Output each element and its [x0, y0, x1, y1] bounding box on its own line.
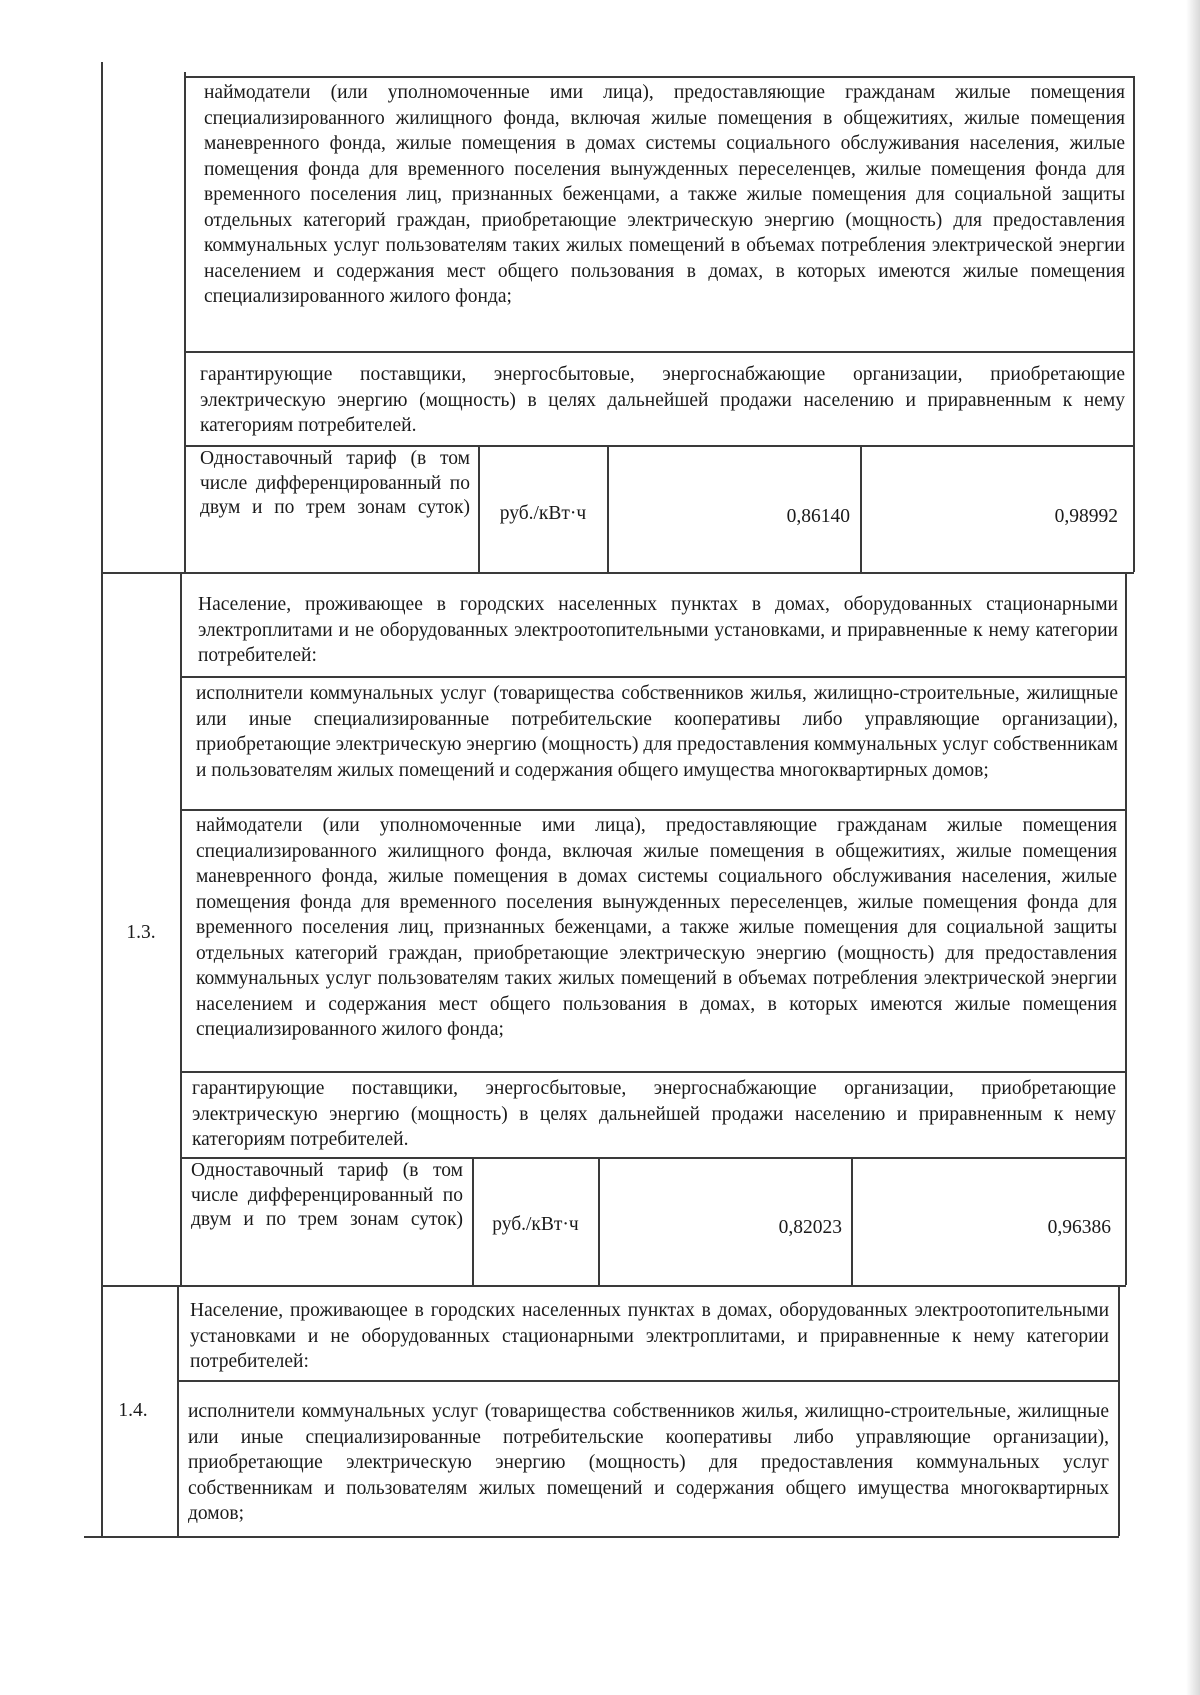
column-divider [177, 1285, 179, 1536]
s13-executors-cell: исполнители коммунальных услуг (товарищества собственников жилья, жилищно-строительные, жилищные или иные специализированные потребительские кооперативы либо управляющие организации), приобретающие электрическую энергию (мощность) для предоставления коммунальных услуг собственникам и пользователям жилых помещений и содержания общего имущества многоквартирных домов; [196, 683, 1118, 781]
s14-heading: Население, проживающее в городских населенных пунктах в домах, оборудованных электроотопительными установками и не оборудованных стационарными электроплитами, и приравненные к нему категории потребителей: [190, 1300, 1109, 1372]
s12-value-1: 0,86140 [786, 506, 850, 527]
row-divider [101, 572, 1134, 574]
column-divider [180, 572, 182, 1285]
row-divider [180, 1071, 1126, 1073]
s12-landlords-cell: наймодатели (или уполномоченные ими лица), предоставляющие гражданам жилые помещения специализированного жилищного фонда, включая жилые помещения в общежитиях, жилые помещения маневренного фонда, жилые помещения в домах системы социального обслуживания населения, жилые помещения фонда для временного поселения вынужденных переселенцев, жилые помещения фонда для временного поселения лиц, признанных беженцами, а также жилые помещения для социальной защиты отдельных категорий граждан, приобретающие электрическую энергию (мощность) для предоставления коммунальных услуг пользователям таких жилых помещений в объемах потребления электрической энергии населением и содержания мест общего пользования в домах, в которых имеются жилые помещения специализированного жилого фонда; [204, 82, 1125, 307]
row-divider [184, 351, 1134, 353]
row-divider [177, 1380, 1119, 1382]
column-divider [184, 72, 186, 572]
s13-landlords-cell: наймодатели (или уполномоченные ими лица), предоставляющие гражданам жилые помещения специализированного жилищного фонда, включая жилые помещения в общежитиях, жилые помещения маневренного фонда, жилые помещения в домах системы социального обслуживания населения, жилые помещения фонда для временного поселения вынужденных переселенцев, жилые помещения фонда для временного поселения лиц, признанных беженцами, а также жилые помещения для социальной защиты отдельных категорий граждан, приобретающие электрическую энергию (мощность) для предоставления коммунальных услуг пользователям таких жилых помещений в объемах потребления электрической энергии населением и содержания мест общего пользования в домах, в которых имеются жилые помещения специализированного жилого фонда; [196, 815, 1117, 1040]
s13-unit: руб./кВт·ч [492, 1214, 579, 1235]
s13-value-1: 0,82023 [778, 1217, 842, 1238]
s12-suppliers-cell: гарантирующие поставщики, энергосбытовые, энергоснабжающие организации, приобретающие электрическую энергию (мощность) в целях дальнейшей продажи населению и приравненным к нему категориям потребителей. [200, 364, 1125, 436]
s13-number: 1.3. [126, 922, 156, 943]
column-divider [607, 445, 609, 572]
s12-value-2: 0,98992 [1054, 506, 1118, 527]
s13-value-2: 0,96386 [1047, 1217, 1111, 1238]
s12-unit: руб./кВт·ч [499, 503, 587, 524]
s14-executors-cell: исполнители коммунальных услуг (товарищества собственников жилья, жилищно-строительные, жилищные или иные специализированные потребительские кооперативы либо управляющие организации), приобретающие электрическую энергию (мощность) для предоставления коммунальных услуг собственникам и пользователям жилых помещений и содержания общего имущества многоквартирных домов; [188, 1401, 1109, 1524]
s13-heading: Население, проживающее в городских населенных пунктах в домах, оборудованных стационарными электроплитами и не оборудованных электроотопительными установками, и приравненные к нему категории потребителей: [198, 594, 1118, 666]
row-divider [180, 809, 1126, 811]
table-left-border [101, 62, 103, 1536]
s13-suppliers-cell: гарантирующие поставщики, энергосбытовые, энергоснабжающие организации, приобретающие электрическую энергию (мощность) в целях дальнейшей продажи населению и приравненным к нему категориям потребителей. [192, 1078, 1116, 1150]
s14-number: 1.4. [118, 1400, 148, 1421]
table-right-border [1133, 76, 1135, 572]
row-divider [180, 676, 1126, 678]
table-bottom-border [84, 1536, 1119, 1538]
table-right-border [1118, 1285, 1120, 1536]
table-right-border [1125, 572, 1127, 1285]
row-divider [101, 1285, 1126, 1287]
row-divider [184, 76, 1134, 78]
s12-tariff-label: Одноставочный тариф (в том числе дифференцированный по двум и по трем зонам суток) [200, 448, 470, 518]
page-edge-shadow [1186, 0, 1200, 1695]
s13-tariff-label: Одноставочный тариф (в том числе дифференцированный по двум и по трем зонам суток) [191, 1160, 463, 1230]
